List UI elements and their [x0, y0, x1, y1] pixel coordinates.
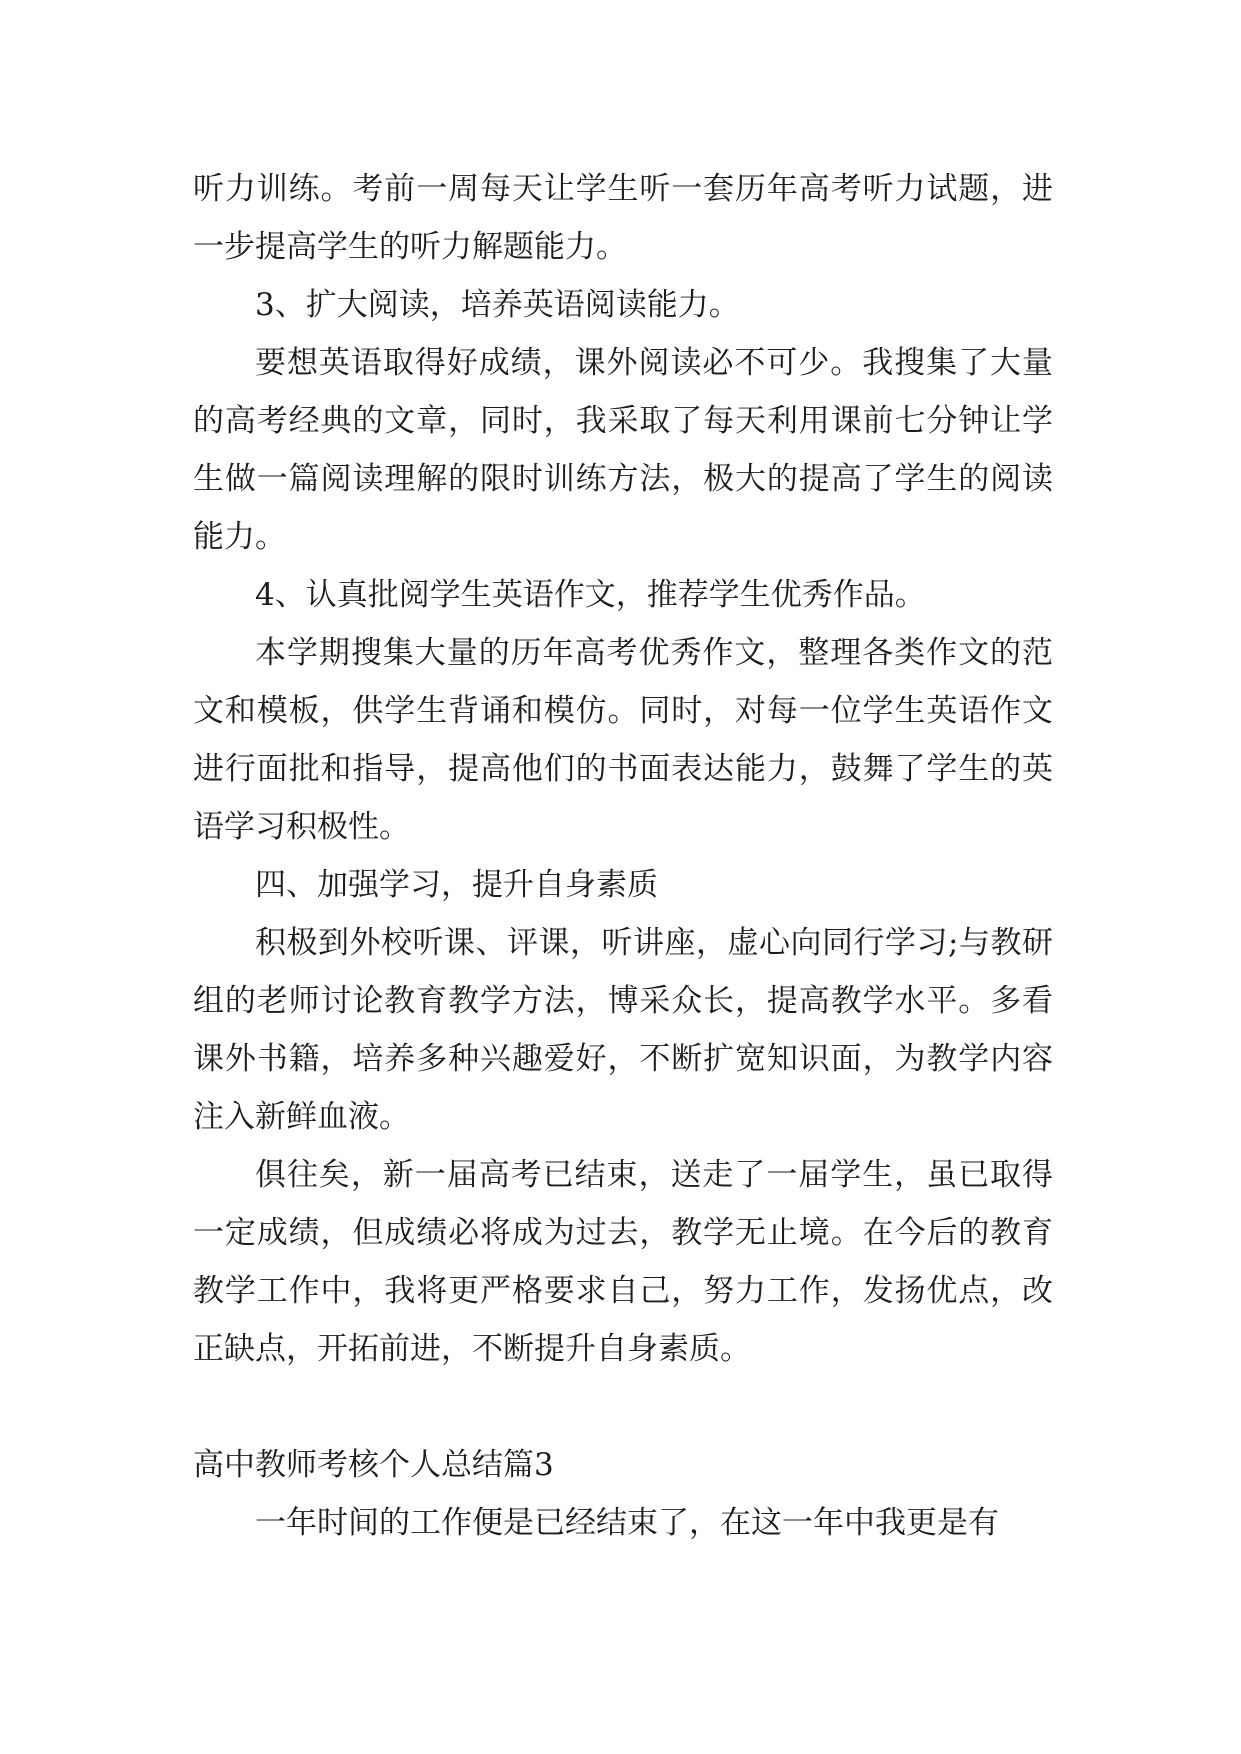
paragraph-writing: 本学期搜集大量的历年高考优秀作文，整理各类作文的范文和模板，供学生背诵和模仿。同时，对每一位学生英语作文进行面批和指导，提高他们的书面表达能力，鼓舞了学生的英语学习积极性。 — [193, 635, 1053, 845]
paragraph-self-study: 积极到外校听课、评课，听讲座，虚心向同行学习;与教研组的老师讨论教育教学方法，博采众长，提高教学水平。多看课外书籍，培养多种兴趣爱好，不断扩宽知识面，为教学内容注入新鲜血液。 — [193, 925, 1053, 1135]
document-body — [193, 160, 1053, 1552]
item-3-reading: 3、扩大阅读，培养英语阅读能力。 — [255, 287, 740, 323]
article-3-title: 高中教师考核个人总结篇3 — [193, 1447, 554, 1483]
paragraph-conclusion: 俱往矣，新一届高考已结束，送走了一届学生，虽已取得一定成绩，但成绩必将成为过去，教学无止境。在今后的教育教学工作中，我将更严格要求自己，努力工作，发扬优点，改正缺点，开拓前进，不断提升自身素质。 — [193, 1157, 1053, 1367]
paragraph-reading: 要想英语取得好成绩，课外阅读必不可少。我搜集了大量的高考经典的文章，同时，我采取了每天利用课前七分钟让学生做一篇阅读理解的限时训练方法，极大的提高了学生的阅读能力。 — [193, 345, 1053, 555]
item-4-writing: 4、认真批阅学生英语作文，推荐学生优秀作品。 — [255, 577, 926, 613]
paragraph-article-3-opening: 一年时间的工作便是已经结束了，在这一年中我更是有 — [255, 1505, 999, 1541]
paragraph-listening-training: 听力训练。考前一周每天让学生听一套历年高考听力试题，进一步提高学生的听力解题能力。 — [193, 171, 1053, 265]
section-four-heading: 四、加强学习，提升自身素质 — [255, 867, 658, 903]
